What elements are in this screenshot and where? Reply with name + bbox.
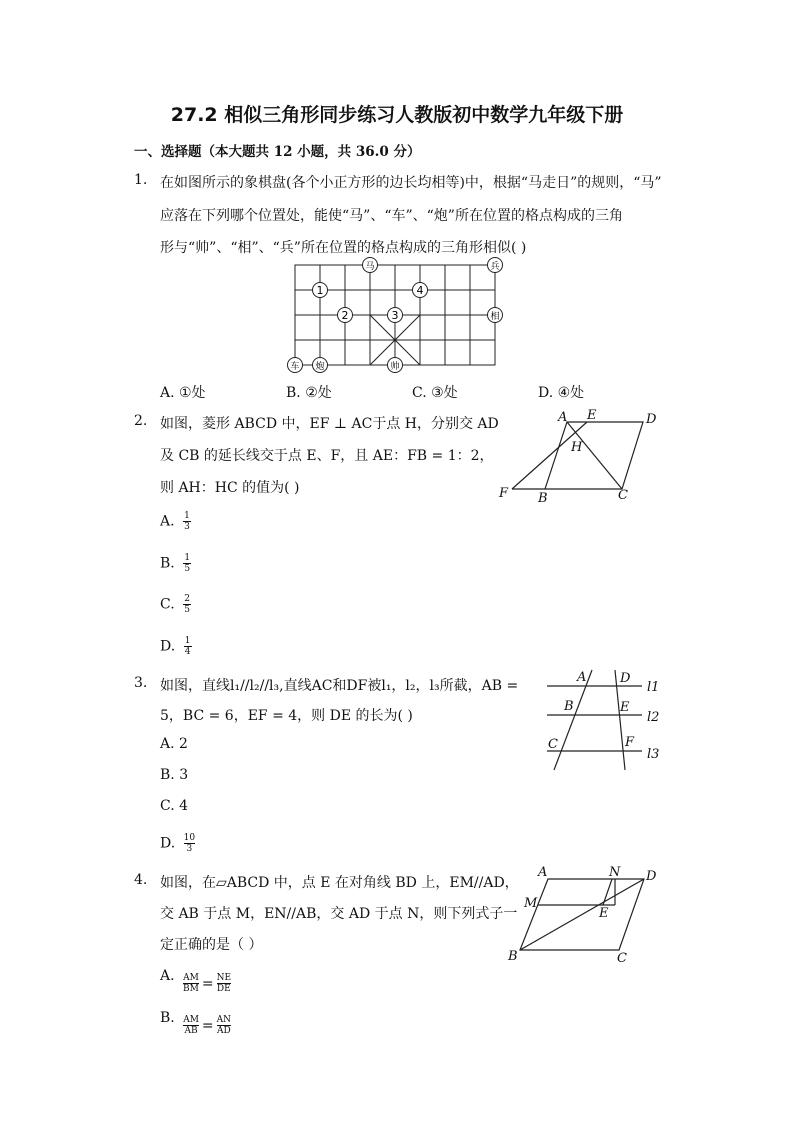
- piece-xiang: [488, 308, 503, 323]
- piece-shuai: [388, 358, 403, 373]
- q1-line-1: 在如图所示的象棋盘(各个小正方形的边长均相等)中，根据“马走日”的规则，“马”: [160, 175, 662, 191]
- q3-label-e: E: [620, 700, 630, 715]
- section-title: 一、选择题（本大题共 12 小题，共 36.0 分）: [134, 144, 421, 160]
- q3-line-2: 5，BC = 6，EF = 4，则 DE 的长为( ): [160, 708, 413, 724]
- q4-label-m: M: [524, 896, 538, 911]
- q2-label-e: E: [587, 408, 597, 423]
- q3-label-a: A: [577, 670, 587, 685]
- q3-option-b: B. 3: [160, 767, 189, 783]
- q4-line-2: 交 AB 于点 M，EN//AB，交 AD 于点 N，则下列式子一: [160, 906, 518, 922]
- q2-option-a: A. $\frac{1}{3}$: [160, 511, 190, 532]
- svg-text:4: 4: [416, 284, 424, 297]
- svg-text:2: 2: [341, 309, 349, 322]
- q1-chessboard-figure: [285, 260, 515, 375]
- q1-option-b: B. ②处: [286, 385, 332, 401]
- q4-parallelogram-figure: [505, 862, 665, 967]
- q3-label-l1: l1: [647, 680, 660, 695]
- svg-text:马: 马: [365, 262, 375, 272]
- q3-label-f: F: [625, 735, 635, 750]
- q2-label-h: H: [571, 440, 583, 455]
- piece-ma: [363, 258, 378, 273]
- q3-number: 3.: [134, 675, 148, 691]
- q4-label-b: B: [508, 949, 518, 964]
- q2-line-1: 如图，菱形 ABCD 中，EF ⊥ AC于点 H，分别交 AD: [160, 416, 499, 432]
- q4-line-3: 定正确的是（ ）: [160, 937, 263, 953]
- position-mark-2: [338, 308, 353, 323]
- svg-text:相: 相: [490, 312, 500, 322]
- q4-label-e: E: [599, 906, 609, 921]
- q1-line-2: 应落在下列哪个位置处，能使“马”、“车”、“炮”所在位置的格点构成的三角: [160, 208, 623, 224]
- page-title: 27.2 相似三角形同步练习人教版初中数学九年级下册: [170, 104, 624, 126]
- q4-line-1: 如图，在▱ABCD 中，点 E 在对角线 BD 上，EM//AD，: [160, 875, 519, 891]
- position-mark-3: [388, 308, 403, 323]
- svg-text:兵: 兵: [490, 262, 500, 272]
- svg-text:帅: 帅: [390, 362, 400, 372]
- svg-text:3: 3: [391, 309, 399, 322]
- q2-option-c: C. $\frac{2}{5}$: [160, 594, 190, 615]
- q3-option-c: C. 4: [160, 798, 189, 814]
- q2-rhombus-figure: [495, 405, 665, 505]
- piece-bing: [488, 258, 503, 273]
- q2-label-f: F: [499, 486, 509, 501]
- q2-label-a: A: [558, 410, 568, 425]
- q1-option-a: A. ①处: [160, 385, 206, 401]
- q3-line-1: 如图，直线l₁//l₂//l₃,直线AC和DF被l₁，l₂，l₃所截，AB =: [160, 678, 519, 694]
- q3-label-l2: l2: [647, 710, 660, 725]
- q2-option-b: B. $\frac{1}{5}$: [160, 553, 191, 574]
- q3-parallel-lines-figure: [540, 665, 665, 775]
- q1-option-d: D. ④处: [538, 385, 585, 401]
- q4-option-b: B. $\frac{AM}{AB}$ = $\frac{AN}{AD}$: [160, 1010, 232, 1036]
- q3-label-c: C: [548, 737, 558, 752]
- position-mark-4: [413, 283, 428, 298]
- svg-text:车: 车: [290, 362, 300, 372]
- q1-number: 1.: [134, 172, 148, 188]
- svg-text:炮: 炮: [315, 362, 325, 372]
- q3-label-b: B: [564, 699, 574, 714]
- q4-option-a: A. $\frac{AM}{BM}$ = $\frac{NE}{DE}$: [160, 968, 232, 994]
- q4-label-n: N: [609, 865, 621, 880]
- q3-label-l3: l3: [647, 747, 660, 762]
- q3-option-a: A. 2: [160, 736, 188, 752]
- svg-text:1: 1: [316, 284, 324, 297]
- q2-label-b: B: [538, 491, 548, 506]
- q2-label-d: D: [646, 412, 657, 427]
- piece-pao: [313, 358, 328, 373]
- q3-label-d: D: [620, 671, 631, 686]
- piece-che: [288, 358, 303, 373]
- q1-option-c: C. ③处: [412, 385, 458, 401]
- q4-label-c: C: [617, 951, 627, 966]
- q2-label-c: C: [618, 488, 628, 503]
- position-mark-1: [313, 283, 328, 298]
- q1-line-3: 形与“帅”、“相”、“兵”所在位置的格点构成的三角形相似( ): [160, 240, 527, 256]
- q2-line-3: 则 AH：HC 的值为( ): [160, 480, 300, 496]
- q2-number: 2.: [134, 413, 148, 429]
- q4-label-a: A: [538, 865, 548, 880]
- q4-label-d: D: [646, 869, 657, 884]
- q2-line-2: 及 CB 的延长线交于点 E、F，且 AE：FB = 1：2，: [160, 448, 494, 464]
- q2-option-d: D. $\frac{1}{4}$: [160, 636, 191, 657]
- q3-option-d: D. $\frac{10}{3}$: [160, 833, 196, 854]
- q4-number: 4.: [134, 872, 148, 888]
